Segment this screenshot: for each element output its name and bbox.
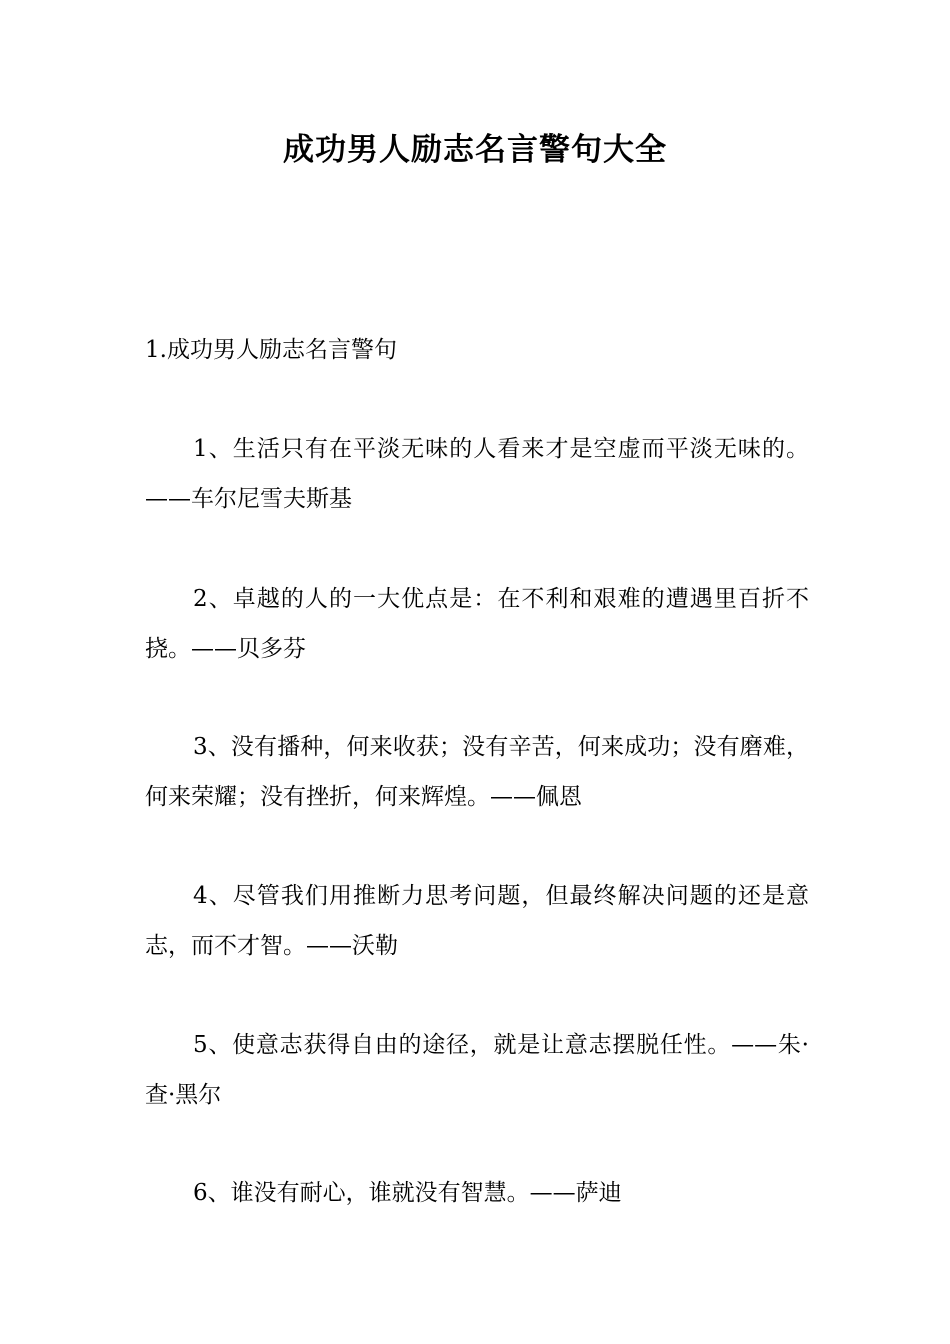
quote-item: 4、尽管我们用推断力思考问题，但最终解决问题的还是意志，而不才智。——沃勒 — [145, 883, 809, 959]
document-title: 成功男人励志名言警句大全 — [283, 132, 667, 168]
quote-item: 2、卓越的人的一大优点是：在不利和艰难的遭遇里百折不挠。——贝多芬 — [145, 586, 809, 662]
quote-item: 1、生活只有在平淡无味的人看来才是空虚而平淡无味的。——车尔尼雪夫斯基 — [145, 436, 809, 512]
quote-item: 6、谁没有耐心，谁就没有智慧。——萨迪 — [193, 1180, 622, 1206]
quote-item: 3、没有播种，何来收获；没有辛苦，何来成功；没有磨难，何来荣耀；没有挫折，何来辉煌。——佩恩 — [145, 734, 809, 810]
quote-item: 5、使意志获得自由的途径，就是让意志摆脱任性。——朱·查·黑尔 — [145, 1032, 809, 1108]
section-heading: 1.成功男人励志名言警句 — [145, 337, 397, 363]
